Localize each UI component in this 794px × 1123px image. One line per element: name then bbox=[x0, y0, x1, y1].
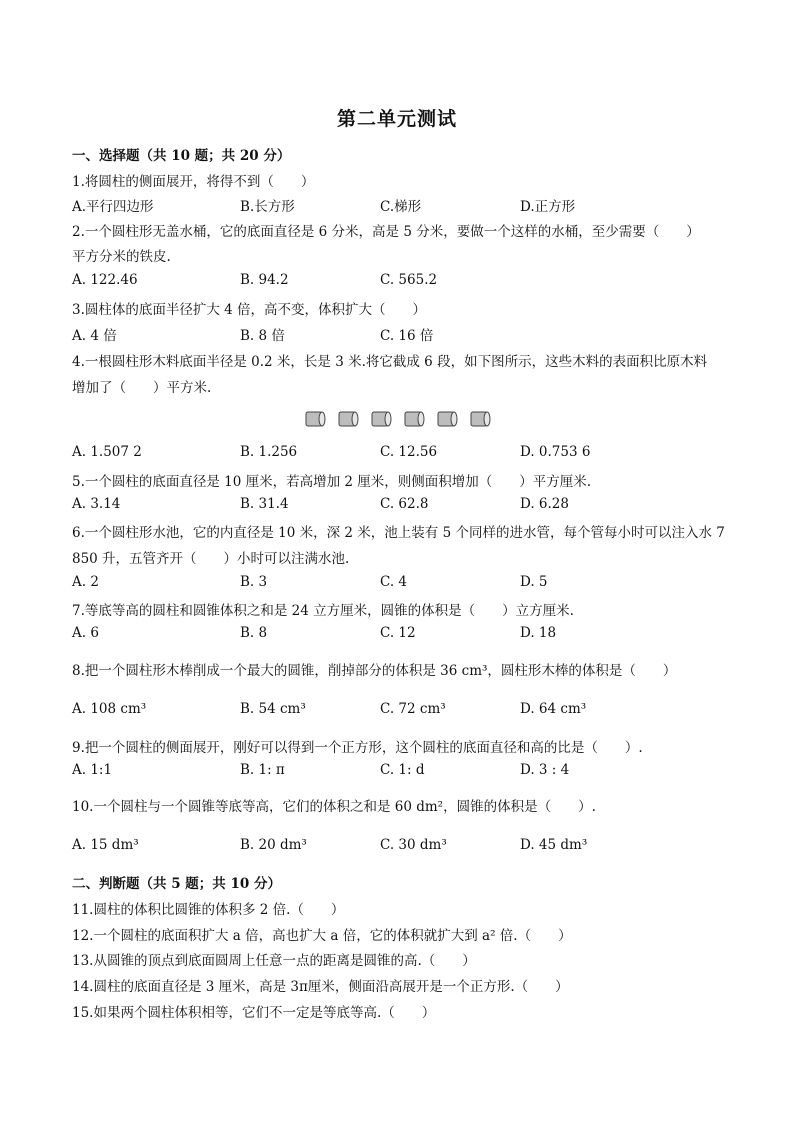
q10-option-c: C. 30 dm³ bbox=[380, 837, 447, 853]
q7-option-b: B. 8 bbox=[240, 625, 268, 641]
q2-option-c: C. 565.2 bbox=[380, 272, 438, 288]
question-8: 8.把一个圆柱形木棒削成一个最大的圆锥，削掉部分的体积是 36 cm³，圆柱形木棒的体积是（ ） bbox=[72, 663, 677, 679]
q9-option-d: D. 3 : 4 bbox=[520, 762, 570, 778]
q3-option-a: A. 4 倍 bbox=[72, 328, 117, 344]
q6-option-d: D. 5 bbox=[520, 574, 548, 590]
question-4: 4.一根圆柱形木料底面半径是 0.2 米，长是 3 米.将它截成 6 段，如下图所示，这些木料的表面积比原木料 bbox=[72, 354, 708, 370]
question-6: 6.一个圆柱形水池，它的内直径是 10 米，深 2 米，池上装有 5 个同样的进水管，每个管每小时可以注入水 7 bbox=[72, 525, 725, 541]
judge-item-15: 15.如果两个圆柱体积相等，它们不一定是等底等高.（ ） bbox=[72, 1005, 436, 1021]
cylinder-segment-icon bbox=[306, 412, 325, 426]
q9-option-a: A. 1:1 bbox=[72, 762, 113, 778]
q10-option-a: A. 15 dm³ bbox=[72, 837, 139, 853]
q3-option-c: C. 16 倍 bbox=[380, 328, 434, 344]
q5-option-d: D. 6.28 bbox=[520, 496, 569, 512]
q5-option-a: A. 3.14 bbox=[72, 496, 121, 512]
q1-option-c: C.梯形 bbox=[380, 199, 422, 215]
q4-option-b: B. 1.256 bbox=[240, 444, 298, 460]
q8-option-d: D. 64 cm³ bbox=[520, 701, 587, 717]
q7-option-d: D. 18 bbox=[520, 625, 557, 641]
question-4-cont: 增加了（ ）平方米. bbox=[72, 380, 212, 396]
cylinder-segment-icon bbox=[372, 412, 391, 426]
q2-option-b: B. 94.2 bbox=[240, 272, 289, 288]
q2-option-a: A. 122.46 bbox=[72, 272, 138, 288]
cylinder-segments-figure bbox=[303, 410, 493, 428]
page-title: 第二单元测试 bbox=[336, 108, 457, 130]
q10-option-b: B. 20 dm³ bbox=[240, 837, 307, 853]
question-3: 3.圆柱体的底面半径扩大 4 倍，高不变，体积扩大（ ） bbox=[72, 302, 427, 318]
q6-option-a: A. 2 bbox=[72, 574, 99, 590]
judge-item-12: 12.一个圆柱的底面积扩大 a 倍，高也扩大 a 倍，它的体积就扩大到 a² 倍.（ ） bbox=[72, 928, 572, 944]
q6-option-b: B. 3 bbox=[240, 574, 268, 590]
q1-option-a: A.平行四边形 bbox=[72, 199, 154, 215]
cylinder-segment-icon bbox=[405, 412, 424, 426]
section-heading-judge: 二、判断题（共 5 题；共 10 分） bbox=[72, 876, 281, 892]
section-heading-choice: 一、选择题（共 10 题；共 20 分） bbox=[72, 148, 291, 164]
q7-option-a: A. 6 bbox=[72, 625, 99, 641]
q6-option-c: C. 4 bbox=[380, 574, 408, 590]
q1-option-b: B.长方形 bbox=[240, 199, 295, 215]
cylinder-segment-icon bbox=[339, 412, 358, 426]
question-2-cont: 平方分米的铁皮. bbox=[72, 249, 171, 265]
q4-option-d: D. 0.753 6 bbox=[520, 444, 591, 460]
question-1: 1.将圆柱的侧面展开，将得不到（ ） bbox=[72, 174, 315, 190]
q10-option-d: D. 45 dm³ bbox=[520, 837, 588, 853]
q5-option-b: B. 31.4 bbox=[240, 496, 289, 512]
q8-option-c: C. 72 cm³ bbox=[380, 701, 446, 717]
q9-option-c: C. 1: d bbox=[380, 762, 425, 778]
q5-option-c: C. 62.8 bbox=[380, 496, 429, 512]
cylinder-segment-icon bbox=[438, 412, 457, 426]
question-2: 2.一个圆柱形无盖水桶，它的底面直径是 6 分米，高是 5 分米，要做一个这样的水桶，至少需要（ ） bbox=[72, 224, 700, 240]
judge-item-14: 14.圆柱的底面直径是 3 厘米，高是 3π厘米，侧面沿高展开是一个正方形.（ ） bbox=[72, 979, 569, 995]
q4-option-a: A. 1.507 2 bbox=[72, 444, 142, 460]
judge-item-13: 13.从圆锥的顶点到底面圆周上任意一点的距离是圆锥的高.（ ） bbox=[72, 953, 476, 969]
q4-option-c: C. 12.56 bbox=[380, 444, 438, 460]
q8-option-b: B. 54 cm³ bbox=[240, 701, 306, 717]
question-9: 9.把一个圆柱的侧面展开，刚好可以得到一个正方形，这个圆柱的底面直径和高的比是（ ）. bbox=[72, 740, 643, 756]
q9-option-b: B. 1: π bbox=[240, 762, 285, 778]
q7-option-c: C. 12 bbox=[380, 625, 416, 641]
q8-option-a: A. 108 cm³ bbox=[72, 701, 147, 717]
question-5: 5.一个圆柱的底面直径是 10 厘米，若高增加 2 厘米，则侧面积增加（ ）平方厘米. bbox=[72, 474, 592, 490]
question-7: 7.等底等高的圆柱和圆锥体积之和是 24 立方厘米，圆锥的体积是（ ）立方厘米. bbox=[72, 603, 574, 619]
question-10: 10.一个圆柱与一个圆锥等底等高，它们的体积之和是 60 dm²，圆锥的体积是（ ）. bbox=[72, 799, 596, 815]
judge-item-11: 11.圆柱的体积比圆锥的体积多 2 倍.（ ） bbox=[72, 902, 345, 918]
cylinder-segment-icon bbox=[471, 412, 490, 426]
question-6-cont: 850 升，五管齐开（ ）小时可以注满水池. bbox=[72, 551, 350, 567]
q3-option-b: B. 8 倍 bbox=[240, 328, 285, 344]
q1-option-d: D.正方形 bbox=[520, 199, 576, 215]
